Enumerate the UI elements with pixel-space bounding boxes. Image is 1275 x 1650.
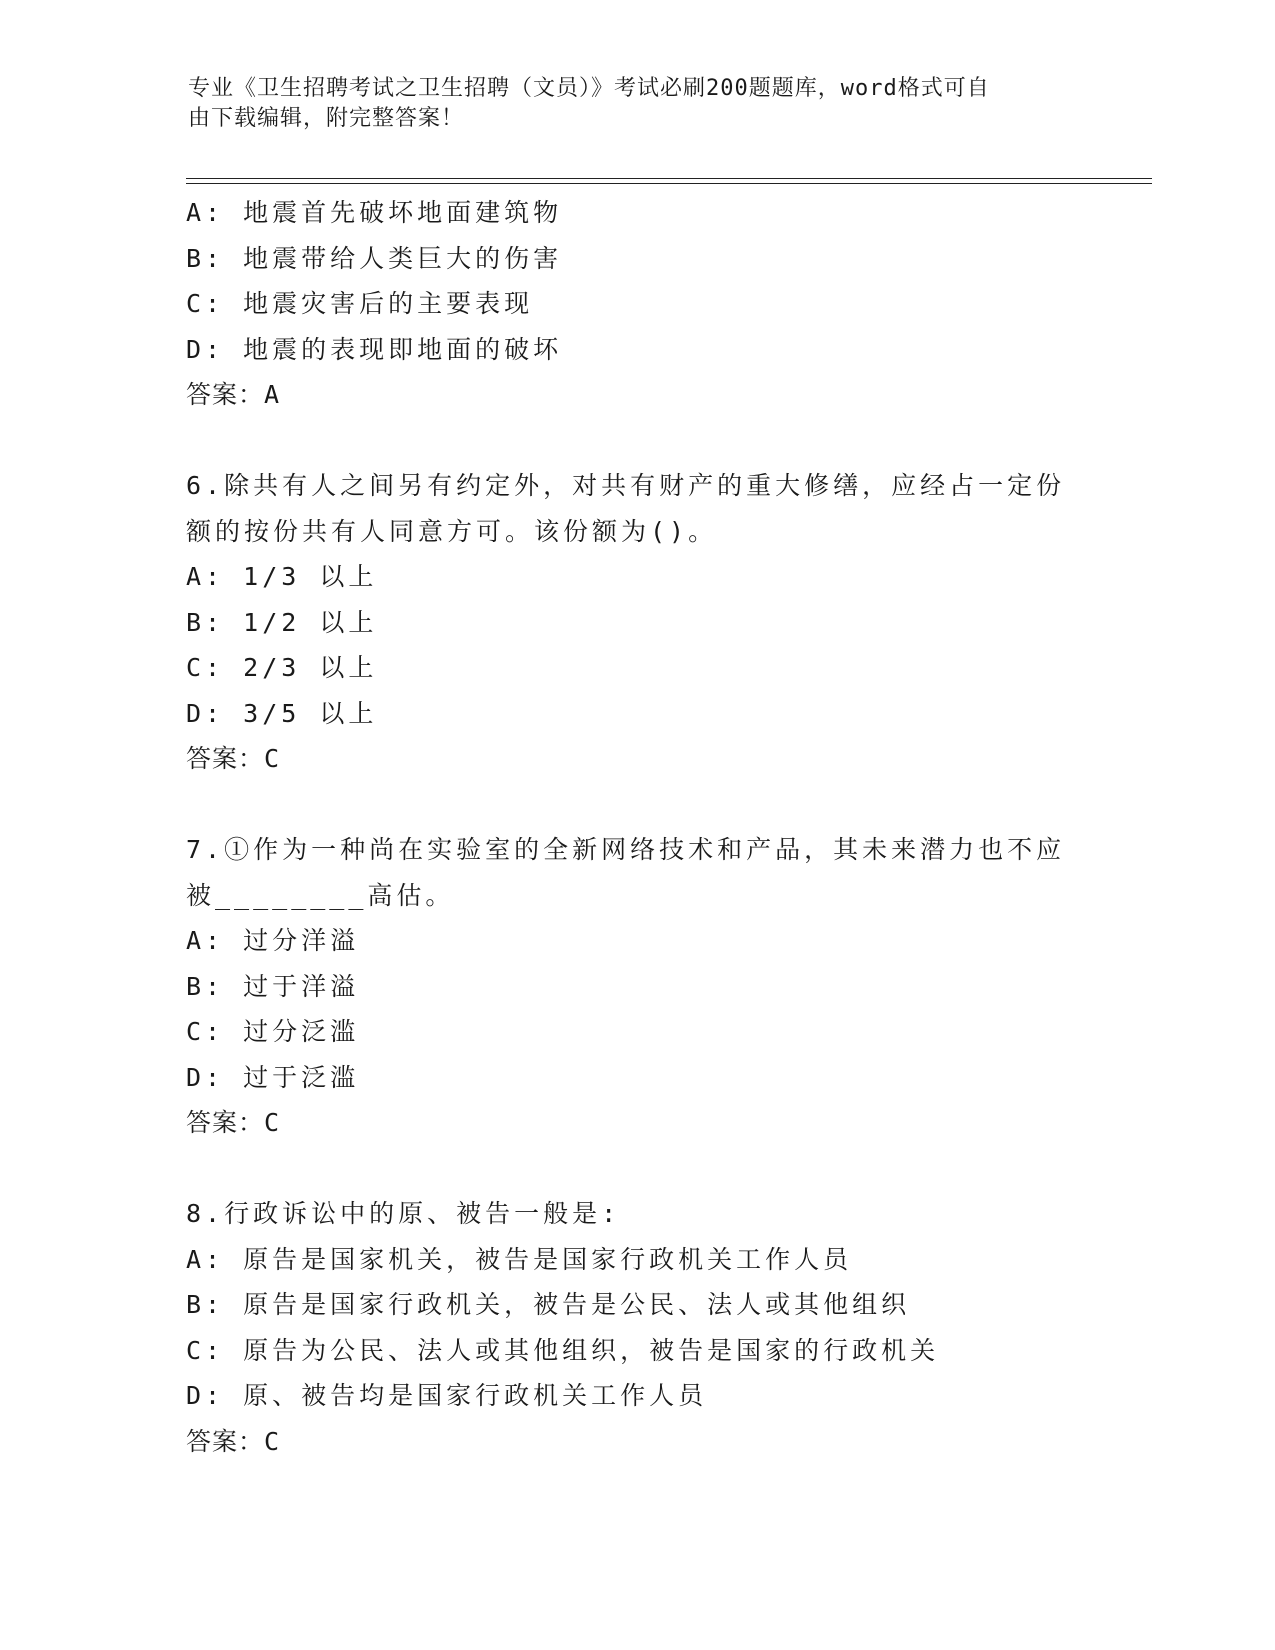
question-text-line-1: 7.①作为一种尚在实验室的全新网络技术和产品，其未来潜力也不应	[186, 835, 1066, 864]
answer: 答案：A	[186, 380, 281, 409]
header-line-2: 由下载编辑，附完整答案！	[188, 106, 465, 131]
option-d: D: 原、被告均是国家行政机关工作人员	[186, 1381, 708, 1410]
option-c: C: 过分泛滥	[186, 1017, 360, 1046]
option-c: C: 2/3 以上	[186, 653, 378, 682]
spacer	[186, 1146, 1106, 1192]
option-b: B: 1/2 以上	[186, 607, 378, 637]
header-line-1: 专业《卫生招聘考试之卫生招聘（文员）》考试必刷200题题库，word格式可自	[188, 76, 990, 101]
option-a: A: 1/3 以上	[186, 562, 378, 591]
option-d: D: 过于泛滥	[186, 1062, 360, 1092]
question-7	[186, 827, 1106, 1146]
question-8	[186, 1191, 1106, 1464]
option-d: D: 地震的表现即地面的破坏	[186, 334, 563, 364]
question-text-line-1: 6.除共有人之间另有约定外，对共有财产的重大修缮，应经占一定份	[186, 471, 1066, 500]
answer: 答案：C	[186, 1426, 281, 1456]
option-b: B: 地震带给人类巨大的伤害	[186, 243, 563, 273]
option-b: B: 过于洋溢	[186, 971, 360, 1001]
option-b: B: 原告是国家行政机关，被告是公民、法人或其他组织	[186, 1290, 911, 1319]
spacer	[186, 418, 1106, 464]
option-a: A: 地震首先破坏地面建筑物	[186, 198, 563, 227]
question-list	[186, 190, 1106, 1464]
question-text-line-2: 额的按份共有人同意方可。该份额为()。	[186, 516, 718, 546]
option-c: C: 原告为公民、法人或其他组织，被告是国家的行政机关	[186, 1335, 940, 1365]
question-text-line-1: 8.行政诉讼中的原、被告一般是:	[186, 1199, 621, 1228]
option-c: C: 地震灾害后的主要表现	[186, 289, 534, 318]
option-d: D: 3/5 以上	[186, 698, 378, 728]
option-a: A: 原告是国家机关，被告是国家行政机关工作人员	[186, 1244, 853, 1274]
option-a: A: 过分洋溢	[186, 926, 360, 955]
header-rule-bottom	[186, 183, 1152, 184]
document-header	[188, 74, 1068, 134]
answer: 答案：C	[186, 1108, 281, 1137]
question-6	[186, 463, 1106, 782]
spacer	[186, 782, 1106, 828]
header-rule-top	[186, 178, 1152, 179]
question-text-line-2: 被________高估。	[186, 880, 455, 910]
question-5	[186, 190, 1106, 418]
answer: 答案：C	[186, 744, 281, 773]
